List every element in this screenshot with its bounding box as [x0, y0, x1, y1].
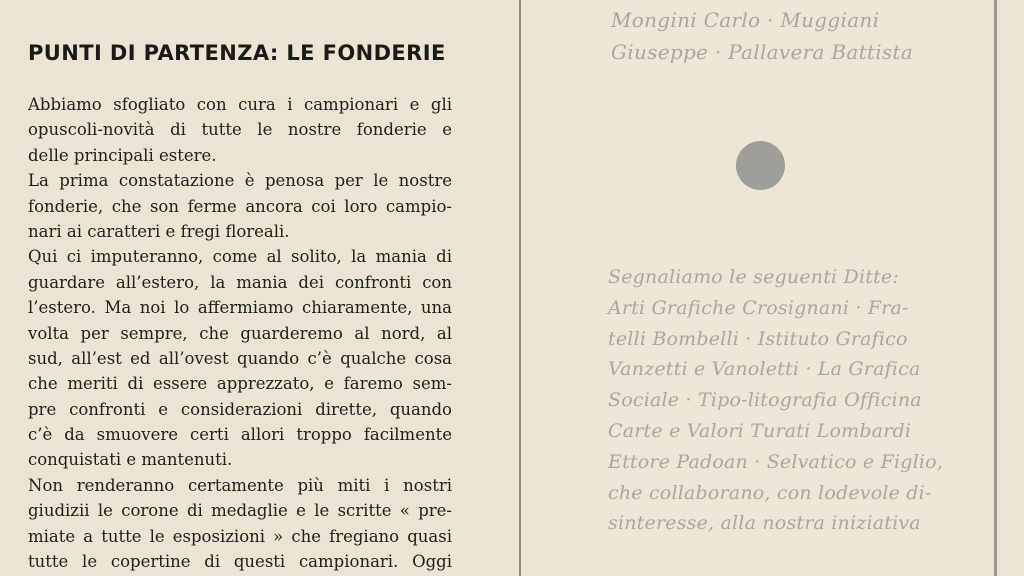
- firms-acknowledgement: [608, 262, 943, 539]
- firms-line: sinteresse, alla nostra iniziativa: [608, 512, 921, 535]
- body-line: l’estero. Ma noi lo affermiamo chiaramente, una: [28, 298, 452, 318]
- body-line: che meriti di essere apprezzato, e faremo sem-: [28, 374, 452, 394]
- body-line: Abbiamo sfogliato con cura i campionari e gli: [28, 95, 452, 114]
- body-line: guardare all’estero, la mania dei confronti con: [28, 272, 452, 292]
- right-border-rule: [994, 0, 997, 576]
- firms-line: Vanzetti e Vanoletti · La Grafica: [608, 358, 921, 381]
- firms-line: telli Bombelli · Istituto Grafico: [608, 327, 908, 350]
- body-line: nari ai caratteri e fregi floreali.: [28, 221, 290, 241]
- body-line: tutte le copertine di questi campionari. Oggi: [28, 552, 452, 572]
- names-line: Mongini Carlo · Muggiani: [611, 8, 880, 32]
- body-line: Non renderanno certamente più miti i nostri: [28, 475, 452, 495]
- firms-line: Segnaliamo le seguenti Ditte:: [608, 266, 899, 288]
- body-line: Qui ci imputeranno, come al solito, la mania di: [28, 247, 452, 267]
- firms-line: che collaborano, con lodevole di-: [608, 481, 932, 504]
- firms-line: Arti Grafiche Crosignani · Fra-: [608, 296, 909, 319]
- names-line: Giuseppe · Pallavera Battista: [611, 40, 914, 64]
- firms-line: Ettore Padoan · Selvatico e Figlio,: [608, 450, 944, 473]
- body-line: sud, all’est ed all’ovest quando c’è qualche cosa: [28, 348, 452, 368]
- body-line: opuscoli-novità di tutte le nostre fonderie e: [28, 120, 452, 140]
- body-line: fonderie, che son ferme ancora coi loro campio-: [28, 196, 452, 216]
- article-body: [28, 92, 452, 574]
- column-divider-rule: [519, 0, 521, 576]
- circle-ornament: [736, 141, 785, 190]
- firms-line: Carte e Valori Turati Lombardi: [608, 419, 912, 442]
- body-line: volta per sempre, che guarderemo al nord, al: [28, 323, 452, 343]
- body-line: delle principali estere.: [28, 145, 217, 165]
- article-heading: PUNTI DI PARTENZA: LE FONDERIE: [28, 41, 446, 65]
- firms-line: Sociale · Tipo-litografia Officina: [608, 389, 922, 412]
- body-line: miate a tutte le esposizioni » che fregiano quasi: [28, 526, 452, 546]
- contributor-names: [611, 4, 913, 68]
- body-line: La prima constatazione è penosa per le nostre: [28, 171, 452, 191]
- body-line: c’è da smuovere certi allori troppo facilmente: [28, 425, 452, 445]
- body-line: giudizii le corone di medaglie e le scritte « pre-: [28, 501, 452, 521]
- body-line: conquistati e mantenuti.: [28, 450, 233, 470]
- body-line: pre confronti e considerazioni dirette, quando: [28, 399, 452, 419]
